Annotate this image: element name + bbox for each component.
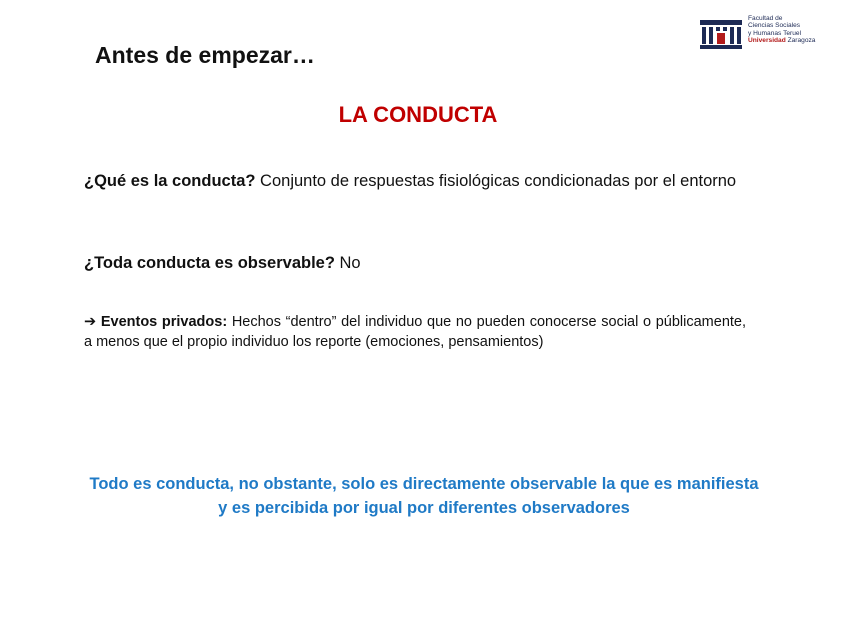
logo-university: Universidad xyxy=(748,37,786,45)
private-events-label: Eventos privados: xyxy=(100,314,228,330)
arrow-right-icon: ➔ xyxy=(84,314,97,330)
logo-line-3a: y Humanas xyxy=(748,29,782,37)
logo-city: Zaragoza xyxy=(787,37,816,45)
private-events-text: Hechos “dentro” del individuo que no pueden conocerse social o públicamente, a menos que el propio individuo los reporte (emociones, pensamientos) xyxy=(84,314,747,350)
private-events-paragraph xyxy=(84,312,746,352)
answer-2: No xyxy=(334,254,361,272)
building-logo-icon xyxy=(700,18,742,50)
logo-line-2: Ciencias Sociales xyxy=(748,22,801,30)
slide-title: Antes de empezar… xyxy=(95,42,315,68)
logo-line-4 xyxy=(748,37,840,44)
question-is-observable xyxy=(84,252,746,274)
section-title: LA CONDUCTA xyxy=(338,102,498,127)
question-2: ¿Toda conducta es observable? xyxy=(84,254,335,272)
conclusion-text: Todo es conducta, no obstante, solo es directamente observable la que es manifiesta y es percibida por igual por diferentes observadores xyxy=(89,475,759,517)
faculty-logo xyxy=(700,14,840,54)
logo-text xyxy=(748,15,840,45)
logo-line-3 xyxy=(748,30,840,37)
question-what-is-conduct xyxy=(84,170,746,192)
logo-line-3b: Teruel xyxy=(783,29,802,37)
logo-line-1: Facultad de xyxy=(748,15,783,22)
answer-1: Conjunto de respuestas fisiológicas condicionadas por el entorno xyxy=(255,172,737,190)
question-1: ¿Qué es la conducta? xyxy=(84,172,256,190)
